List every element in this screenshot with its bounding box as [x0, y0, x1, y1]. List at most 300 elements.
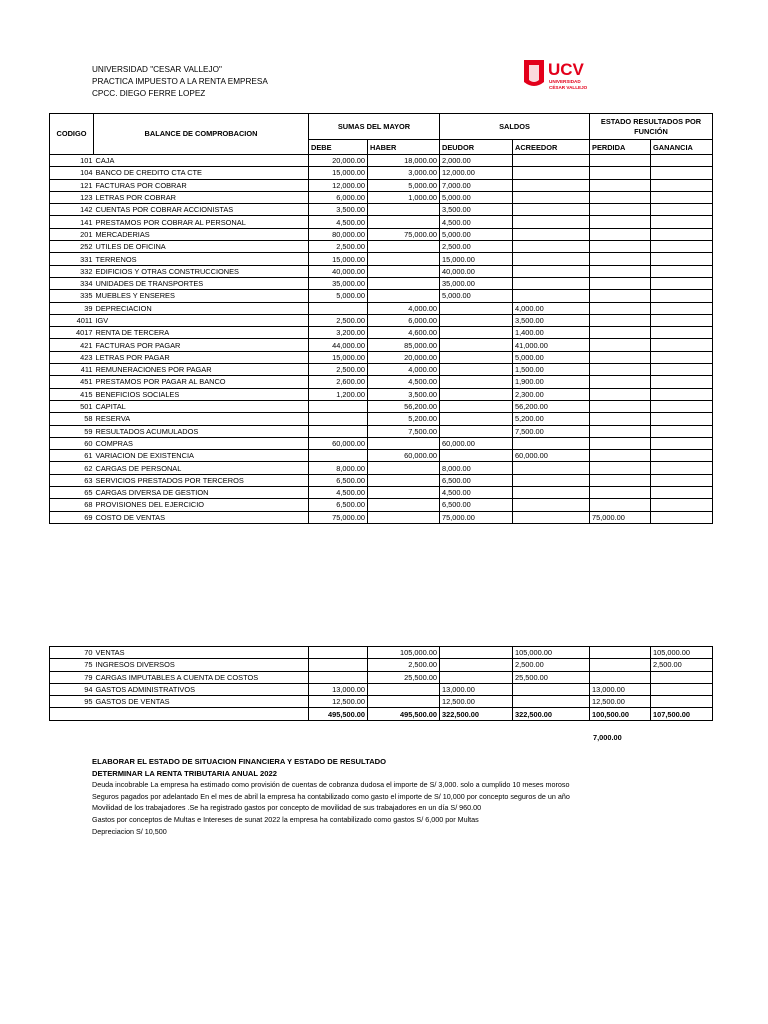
ganancia-cell — [651, 450, 713, 462]
haber-cell — [368, 437, 440, 449]
deudor-cell — [440, 450, 513, 462]
table-row — [50, 671, 713, 683]
debe-cell: 5,000.00 — [309, 290, 368, 302]
ganancia-cell — [651, 179, 713, 191]
acreedor-cell — [513, 683, 590, 695]
account-name: PRESTAMOS POR COBRAR AL PERSONAL — [94, 216, 309, 228]
acreedor-cell: 2,300.00 — [513, 388, 590, 400]
account-code: 79 — [50, 671, 94, 683]
acreedor-cell — [513, 228, 590, 240]
account-name: VENTAS — [94, 647, 309, 659]
deudor-cell: 5,000.00 — [440, 191, 513, 203]
table-row — [50, 511, 713, 523]
debe-cell: 40,000.00 — [309, 265, 368, 277]
table-row — [50, 450, 713, 462]
debe-cell: 2,500.00 — [309, 241, 368, 253]
account-name: IGV — [94, 314, 309, 326]
debe-cell: 6,000.00 — [309, 191, 368, 203]
ganancia-cell — [651, 487, 713, 499]
account-name: TERRENOS — [94, 253, 309, 265]
ganancia-cell — [651, 388, 713, 400]
haber-cell — [368, 462, 440, 474]
account-code: 75 — [50, 659, 94, 671]
sub-deudor: DEUDOR — [440, 140, 513, 155]
haber-cell — [368, 277, 440, 289]
col-sumas: SUMAS DEL MAYOR — [309, 114, 440, 140]
account-code: 94 — [50, 683, 94, 695]
perdida-cell — [590, 474, 651, 486]
perdida-cell — [590, 388, 651, 400]
haber-cell: 18,000.00 — [368, 155, 440, 167]
table-row — [50, 487, 713, 499]
total-acreedor: 322,500.00 — [513, 708, 590, 720]
account-code: 141 — [50, 216, 94, 228]
perdida-cell — [590, 216, 651, 228]
account-name: PRESTAMOS POR PAGAR AL BANCO — [94, 376, 309, 388]
deudor-cell: 4,500.00 — [440, 487, 513, 499]
ganancia-cell — [651, 216, 713, 228]
table-row — [50, 499, 713, 511]
debe-cell: 35,000.00 — [309, 277, 368, 289]
total-deudor: 322,500.00 — [440, 708, 513, 720]
account-name: MERCADERIAS — [94, 228, 309, 240]
deudor-cell — [440, 400, 513, 412]
author-name: CPCC. DIEGO FERRE LOPEZ — [92, 89, 206, 98]
debe-cell — [309, 413, 368, 425]
acreedor-cell — [513, 499, 590, 511]
deudor-cell: 2,500.00 — [440, 241, 513, 253]
acreedor-cell — [513, 474, 590, 486]
debe-cell: 44,000.00 — [309, 339, 368, 351]
account-name: GASTOS DE VENTAS — [94, 696, 309, 708]
perdida-cell — [590, 277, 651, 289]
acreedor-cell: 2,500.00 — [513, 659, 590, 671]
haber-cell: 56,200.00 — [368, 400, 440, 412]
notes-line-2: Seguros pagados por adelantado En el mes de abril la empresa ha contabilizado como gasto el importe de S/ 10,000 por concepto seguros de un año — [92, 791, 570, 801]
account-name: CAJA — [94, 155, 309, 167]
haber-cell — [368, 683, 440, 695]
ganancia-cell — [651, 696, 713, 708]
perdida-cell — [590, 179, 651, 191]
ganancia-cell — [651, 155, 713, 167]
perdida-cell: 75,000.00 — [590, 511, 651, 523]
deudor-cell: 7,000.00 — [440, 179, 513, 191]
acreedor-cell: 25,500.00 — [513, 671, 590, 683]
table-row — [50, 364, 713, 376]
perdida-cell — [590, 327, 651, 339]
debe-cell: 6,500.00 — [309, 499, 368, 511]
ganancia-cell — [651, 241, 713, 253]
ganancia-cell — [651, 400, 713, 412]
account-code: 123 — [50, 191, 94, 203]
acreedor-cell — [513, 511, 590, 523]
haber-cell: 5,200.00 — [368, 413, 440, 425]
deudor-cell: 3,500.00 — [440, 204, 513, 216]
account-name: SERVICIOS PRESTADOS POR TERCEROS — [94, 474, 309, 486]
deudor-cell — [440, 351, 513, 363]
ganancia-cell — [651, 302, 713, 314]
haber-cell — [368, 216, 440, 228]
account-name: FACTURAS POR PAGAR — [94, 339, 309, 351]
table-row — [50, 253, 713, 265]
acreedor-cell — [513, 241, 590, 253]
account-name: RENTA DE TERCERA — [94, 327, 309, 339]
table-row — [50, 647, 713, 659]
ganancia-cell — [651, 462, 713, 474]
col-saldos: SALDOS — [440, 114, 590, 140]
account-name: FACTURAS POR COBRAR — [94, 179, 309, 191]
ganancia-cell — [651, 425, 713, 437]
ganancia-cell — [651, 191, 713, 203]
ganancia-cell — [651, 253, 713, 265]
account-code: 142 — [50, 204, 94, 216]
debe-cell: 20,000.00 — [309, 155, 368, 167]
account-code: 101 — [50, 155, 94, 167]
table-row — [50, 425, 713, 437]
haber-cell — [368, 241, 440, 253]
perdida-cell — [590, 364, 651, 376]
perdida-cell — [590, 499, 651, 511]
deudor-cell: 12,500.00 — [440, 696, 513, 708]
haber-cell: 4,000.00 — [368, 364, 440, 376]
debe-cell: 2,600.00 — [309, 376, 368, 388]
instructions — [92, 756, 732, 837]
perdida-cell — [590, 339, 651, 351]
table-row — [50, 437, 713, 449]
table-row — [50, 400, 713, 412]
ganancia-cell — [651, 327, 713, 339]
account-name: MUEBLES Y ENSERES — [94, 290, 309, 302]
trial-balance-table — [49, 113, 713, 524]
perdida-cell — [590, 265, 651, 277]
debe-cell: 6,500.00 — [309, 474, 368, 486]
table-row — [50, 351, 713, 363]
debe-cell: 75,000.00 — [309, 511, 368, 523]
deudor-cell: 6,500.00 — [440, 499, 513, 511]
notes-line-1: Deuda incobrable La empresa ha estimado como provisión de cuentas de cobranza dudosa el importe de S/ 3,000. solo a cumplido 10 meses moroso — [92, 780, 570, 790]
table-row — [50, 376, 713, 388]
haber-cell — [368, 265, 440, 277]
acreedor-cell: 105,000.00 — [513, 647, 590, 659]
sub-ganancia: GANANCIA — [651, 140, 713, 155]
acreedor-cell — [513, 191, 590, 203]
account-code: 4011 — [50, 314, 94, 326]
haber-cell: 85,000.00 — [368, 339, 440, 351]
debe-cell — [309, 659, 368, 671]
acreedor-cell: 4,000.00 — [513, 302, 590, 314]
perdida-cell — [590, 462, 651, 474]
account-name: LETRAS POR COBRAR — [94, 191, 309, 203]
perdida-cell — [590, 191, 651, 203]
acreedor-cell — [513, 696, 590, 708]
total-debe: 495,500.00 — [309, 708, 368, 720]
account-code: 423 — [50, 351, 94, 363]
account-code: 415 — [50, 388, 94, 400]
debe-cell: 60,000.00 — [309, 437, 368, 449]
perdida-cell — [590, 314, 651, 326]
perdida-cell — [590, 167, 651, 179]
col-estado: ESTADO RESULTADOS POR FUNCIÓN — [590, 114, 713, 140]
account-name: BENEFICIOS SOCIALES — [94, 388, 309, 400]
account-code: 59 — [50, 425, 94, 437]
ganancia-cell — [651, 265, 713, 277]
account-code: 58 — [50, 413, 94, 425]
table-row — [50, 241, 713, 253]
account-code: 60 — [50, 437, 94, 449]
debe-cell: 3,200.00 — [309, 327, 368, 339]
table-row — [50, 277, 713, 289]
practice-title: PRACTICA IMPUESTO A LA RENTA EMPRESA — [92, 77, 268, 86]
account-name: EDIFICIOS Y OTRAS CONSTRUCCIONES — [94, 265, 309, 277]
haber-cell: 6,000.00 — [368, 314, 440, 326]
haber-cell — [368, 253, 440, 265]
debe-cell — [309, 671, 368, 683]
account-name: CARGAS IMPUTABLES A CUENTA DE COSTOS — [94, 671, 309, 683]
deudor-cell — [440, 376, 513, 388]
perdida-cell — [590, 302, 651, 314]
account-code: 39 — [50, 302, 94, 314]
deudor-cell — [440, 302, 513, 314]
deudor-cell — [440, 327, 513, 339]
notes-title-1: ELABORAR EL ESTADO DE SITUACION FINANCIERA Y ESTADO DE RESULTADO — [92, 757, 387, 766]
acreedor-cell — [513, 487, 590, 499]
perdida-cell — [590, 400, 651, 412]
ganancia-cell — [651, 351, 713, 363]
account-code: 62 — [50, 462, 94, 474]
ganancia-cell — [651, 364, 713, 376]
ganancia-cell — [651, 437, 713, 449]
deudor-cell — [440, 364, 513, 376]
perdida-cell — [590, 290, 651, 302]
ganancia-cell — [651, 339, 713, 351]
acreedor-cell — [513, 462, 590, 474]
account-name: BANCO DE CREDITO CTA CTE — [94, 167, 309, 179]
account-code: 331 — [50, 253, 94, 265]
account-code: 63 — [50, 474, 94, 486]
perdida-cell — [590, 450, 651, 462]
haber-cell: 4,000.00 — [368, 302, 440, 314]
acreedor-cell — [513, 437, 590, 449]
acreedor-cell — [513, 155, 590, 167]
table-row — [50, 413, 713, 425]
notes-line-4: Gastos por conceptos de Multas e Intereses de sunat 2022 la empresa ha contabilizado como gastos S/ 6,000 por Multas — [92, 814, 479, 824]
haber-cell: 25,500.00 — [368, 671, 440, 683]
perdida-cell — [590, 204, 651, 216]
haber-cell: 3,500.00 — [368, 388, 440, 400]
acreedor-cell: 1,900.00 — [513, 376, 590, 388]
haber-cell: 2,500.00 — [368, 659, 440, 671]
account-code: 95 — [50, 696, 94, 708]
account-code: 70 — [50, 647, 94, 659]
acreedor-cell — [513, 277, 590, 289]
haber-cell: 5,000.00 — [368, 179, 440, 191]
deudor-cell: 35,000.00 — [440, 277, 513, 289]
deudor-cell — [440, 671, 513, 683]
table-row — [50, 302, 713, 314]
account-name: CAPITAL — [94, 400, 309, 412]
debe-cell: 2,500.00 — [309, 364, 368, 376]
ucv-logo — [522, 56, 592, 96]
account-name: CARGAS DE PERSONAL — [94, 462, 309, 474]
debe-cell: 15,000.00 — [309, 253, 368, 265]
account-name: INGRESOS DIVERSOS — [94, 659, 309, 671]
ganancia-cell — [651, 683, 713, 695]
account-name: COMPRAS — [94, 437, 309, 449]
debe-cell: 4,500.00 — [309, 487, 368, 499]
haber-cell — [368, 487, 440, 499]
debe-cell: 12,000.00 — [309, 179, 368, 191]
ganancia-cell — [651, 167, 713, 179]
col-balance: BALANCE DE COMPROBACION — [94, 114, 309, 155]
haber-cell: 60,000.00 — [368, 450, 440, 462]
haber-cell: 105,000.00 — [368, 647, 440, 659]
sub-haber: HABER — [368, 140, 440, 155]
debe-cell — [309, 450, 368, 462]
deudor-cell: 5,000.00 — [440, 290, 513, 302]
account-name: RESULTADOS ACUMULADOS — [94, 425, 309, 437]
table-row — [50, 204, 713, 216]
table-row — [50, 339, 713, 351]
perdida-cell — [590, 487, 651, 499]
account-code: 121 — [50, 179, 94, 191]
notes-line-5: Depreciacion S/ 10,500 — [92, 826, 167, 836]
perdida-cell — [590, 437, 651, 449]
account-code: 421 — [50, 339, 94, 351]
perdida-cell — [590, 413, 651, 425]
results-table — [49, 646, 713, 721]
totals-row — [50, 708, 713, 720]
account-name: VARIACION DE EXISTENCIA — [94, 450, 309, 462]
account-name: REMUNERACIONES POR PAGAR — [94, 364, 309, 376]
account-code: 252 — [50, 241, 94, 253]
perdida-cell — [590, 241, 651, 253]
debe-cell: 8,000.00 — [309, 462, 368, 474]
ganancia-cell — [651, 499, 713, 511]
ganancia-cell: 2,500.00 — [651, 659, 713, 671]
acreedor-cell — [513, 290, 590, 302]
sub-acreedor: ACREEDOR — [513, 140, 590, 155]
deudor-cell — [440, 647, 513, 659]
account-name: UTILES DE OFICINA — [94, 241, 309, 253]
ganancia-cell — [651, 474, 713, 486]
total-haber: 495,500.00 — [368, 708, 440, 720]
deudor-cell: 8,000.00 — [440, 462, 513, 474]
haber-cell: 4,600.00 — [368, 327, 440, 339]
table-row — [50, 155, 713, 167]
table-row — [50, 167, 713, 179]
table-row — [50, 265, 713, 277]
haber-cell: 7,500.00 — [368, 425, 440, 437]
acreedor-cell: 5,000.00 — [513, 351, 590, 363]
debe-cell: 80,000.00 — [309, 228, 368, 240]
ganancia-cell — [651, 376, 713, 388]
account-name: GASTOS ADMINISTRATIVOS — [94, 683, 309, 695]
deudor-cell: 6,500.00 — [440, 474, 513, 486]
extra-value: 7,000.00 — [593, 733, 622, 742]
account-code: 69 — [50, 511, 94, 523]
debe-cell: 15,000.00 — [309, 351, 368, 363]
table-row — [50, 179, 713, 191]
acreedor-cell — [513, 216, 590, 228]
haber-cell — [368, 696, 440, 708]
account-code: 201 — [50, 228, 94, 240]
perdida-cell — [590, 351, 651, 363]
debe-cell — [309, 647, 368, 659]
account-name: COSTO DE VENTAS — [94, 511, 309, 523]
table-row — [50, 388, 713, 400]
haber-cell: 4,500.00 — [368, 376, 440, 388]
debe-cell — [309, 400, 368, 412]
ganancia-cell — [651, 228, 713, 240]
deudor-cell: 60,000.00 — [440, 437, 513, 449]
haber-cell — [368, 290, 440, 302]
ganancia-cell — [651, 511, 713, 523]
table-row — [50, 216, 713, 228]
ganancia-cell — [651, 204, 713, 216]
ganancia-cell — [651, 314, 713, 326]
table-row — [50, 474, 713, 486]
acreedor-cell: 7,500.00 — [513, 425, 590, 437]
account-code: 65 — [50, 487, 94, 499]
debe-cell: 1,200.00 — [309, 388, 368, 400]
acreedor-cell — [513, 167, 590, 179]
perdida-cell — [590, 647, 651, 659]
table-row — [50, 462, 713, 474]
logo-text: UCV — [548, 60, 584, 79]
acreedor-cell: 5,200.00 — [513, 413, 590, 425]
account-code: 501 — [50, 400, 94, 412]
debe-cell: 13,000.00 — [309, 683, 368, 695]
perdida-cell — [590, 155, 651, 167]
debe-cell: 12,500.00 — [309, 696, 368, 708]
account-code: 335 — [50, 290, 94, 302]
sub-debe: DEBE — [309, 140, 368, 155]
university-title: UNIVERSIDAD "CESAR VALLEJO" — [92, 65, 222, 74]
deudor-cell: 40,000.00 — [440, 265, 513, 277]
haber-cell: 1,000.00 — [368, 191, 440, 203]
total-ganancia: 107,500.00 — [651, 708, 713, 720]
deudor-cell: 13,000.00 — [440, 683, 513, 695]
deudor-cell: 2,000.00 — [440, 155, 513, 167]
deudor-cell — [440, 425, 513, 437]
ganancia-cell: 105,000.00 — [651, 647, 713, 659]
deudor-cell: 15,000.00 — [440, 253, 513, 265]
account-name: RESERVA — [94, 413, 309, 425]
table-row — [50, 696, 713, 708]
haber-cell: 3,000.00 — [368, 167, 440, 179]
perdida-cell: 12,500.00 — [590, 696, 651, 708]
account-name: LETRAS POR PAGAR — [94, 351, 309, 363]
acreedor-cell: 41,000.00 — [513, 339, 590, 351]
perdida-cell — [590, 659, 651, 671]
account-name: PROVISIONES DEL EJERCICIO — [94, 499, 309, 511]
acreedor-cell — [513, 253, 590, 265]
deudor-cell: 4,500.00 — [440, 216, 513, 228]
deudor-cell — [440, 314, 513, 326]
account-code: 332 — [50, 265, 94, 277]
account-name: DEPRECIACION — [94, 302, 309, 314]
perdida-cell: 13,000.00 — [590, 683, 651, 695]
debe-cell: 15,000.00 — [309, 167, 368, 179]
logo-subtitle-2: CÉSAR VALLEJO — [549, 85, 588, 90]
acreedor-cell — [513, 179, 590, 191]
col-codigo: CODIGO — [50, 114, 94, 155]
acreedor-cell: 60,000.00 — [513, 450, 590, 462]
perdida-cell — [590, 253, 651, 265]
account-name: CUENTAS POR COBRAR ACCIONISTAS — [94, 204, 309, 216]
haber-cell — [368, 474, 440, 486]
deudor-cell: 5,000.00 — [440, 228, 513, 240]
